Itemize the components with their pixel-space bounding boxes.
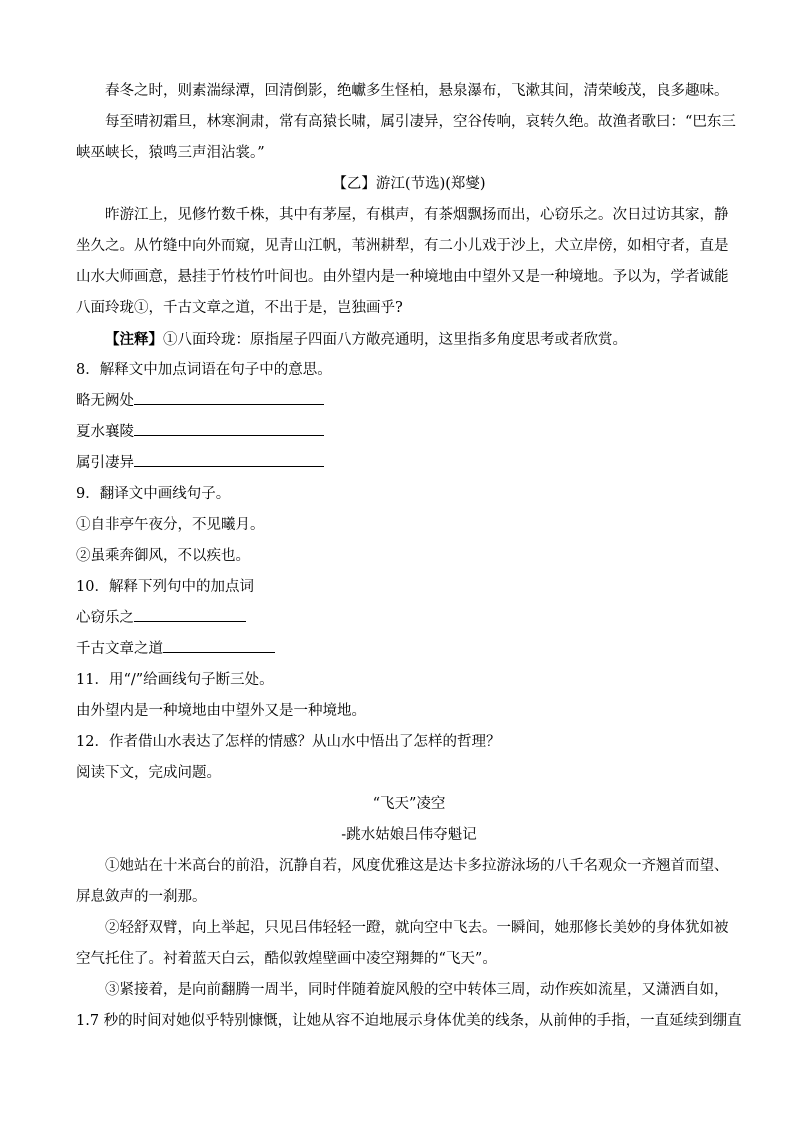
answer-blank[interactable]	[134, 452, 324, 467]
article-line-3: ②轻舒双臂，向上举起，只见吕伟轻轻一蹬，就向空中飞去。一瞬间，她那修长美妙的身体犹如被	[105, 920, 729, 936]
passage-b-note	[76, 324, 742, 355]
q8-item-2-text: 夏水襄陵	[76, 424, 134, 440]
passage-a-line-2: 每至晴初霜旦，林寒涧肃，常有高猿长啸，属引凄异，空谷传响，哀转久绝。故渔者歌曰：“巴东三	[105, 114, 736, 130]
answer-blank[interactable]	[163, 638, 275, 653]
answer-blank[interactable]	[134, 390, 324, 405]
article-title: “飞天”凌空	[372, 796, 446, 812]
passage-a-line-1: 春冬之时，则素湍绿潭，回清倒影，绝巘多生怪柏，悬泉瀑布，飞漱其间，清荣峻茂，良多趣味。	[105, 83, 729, 99]
passage-b-line-1: 昨游江上，见修竹数千株，其中有茅屋，有棋声，有茶烟飘扬而出，心窃乐之。次日过访其家，静	[105, 207, 729, 223]
passage-b-line-3: 山水大师画意，悬挂于竹枝竹叶间也。由外望内是一种境地由中望外又是一种境地。予以为，学者诚能	[76, 269, 729, 285]
q9-item-1: ①自非亭午夜分，不见曦月。	[76, 517, 265, 533]
answer-blank[interactable]	[134, 421, 324, 436]
article-subtitle: -跳水姑娘吕伟夺魁记	[341, 827, 477, 843]
q10-item-2	[76, 634, 742, 665]
q9-item-2: ②虽乘奔御风，不以疾也。	[76, 548, 250, 564]
q10-item-2-text: 千古文章之道	[76, 641, 163, 657]
q10-item-1	[76, 603, 742, 634]
q8-item-3	[76, 448, 742, 479]
passage-b-line-2: 坐久之。从竹缝中向外而窥，见青山江帆，苇洲耕犁，有二小儿戏于沙上，犬立岸傍，如相守者，直是	[76, 238, 729, 254]
q10-item-1-text: 心窃乐之	[76, 610, 134, 626]
q11-text: 由外望内是一种境地由中望外又是一种境地。	[76, 703, 366, 719]
answer-blank[interactable]	[134, 607, 246, 622]
q8-item-1	[76, 386, 742, 417]
question-8: 8．解释文中加点词语在句子中的意思。	[76, 362, 332, 378]
article-line-5: ③紧接着，是向前翻腾一周半，同时伴随着旋风般的空中转体三周，动作疾如流星，又潇洒自如，	[105, 982, 729, 998]
passage-a-line-3: 峡巫峡长，猿鸣三声泪沾裳。”	[76, 145, 265, 161]
article-line-1: ①她站在十米高台的前沿，沉静自若，风度优雅这是达卡多拉游泳场的八千名观众一齐翘首而望、	[105, 858, 729, 874]
question-11: 11．用“/”给画线句子断三处。	[76, 672, 274, 688]
passage-b-line-4: 八面玲珑①，千古文章之道，不出于是，岂独画乎?	[76, 300, 403, 316]
question-10: 10．解释下列句中的加点词	[76, 579, 254, 595]
q8-item-3-text: 属引凄异	[76, 455, 134, 471]
article-line-2: 屏息敛声的一刹那。	[76, 889, 207, 905]
note-tag: 【注释】	[105, 331, 163, 348]
question-12: 12．作者借山水表达了怎样的情感？从山水中悟出了怎样的哲理？	[76, 734, 501, 750]
article-line-6: 1.7 秒的时间对她似乎特别慷慨，让她从容不迫地展示身体优美的线条，从前伸的手指，一直延续到绷直	[76, 1013, 742, 1029]
document-page	[76, 76, 742, 1037]
question-9: 9．翻译文中画线句子。	[76, 486, 231, 502]
note-text: ①八面玲珑：原指屋子四面八方敞亮通明，这里指多角度思考或者欣赏。	[163, 332, 627, 348]
read-prompt: 阅读下文，完成问题。	[76, 765, 221, 781]
article-line-4: 空气托住了。衬着蓝天白云，酷似敦煌壁画中凌空翔舞的“飞天”。	[76, 951, 497, 967]
passage-b-title: 【乙】游江(节选)(郑燮)	[332, 176, 486, 192]
q8-item-2	[76, 417, 742, 448]
q8-item-1-text: 略无阙处	[76, 393, 134, 409]
